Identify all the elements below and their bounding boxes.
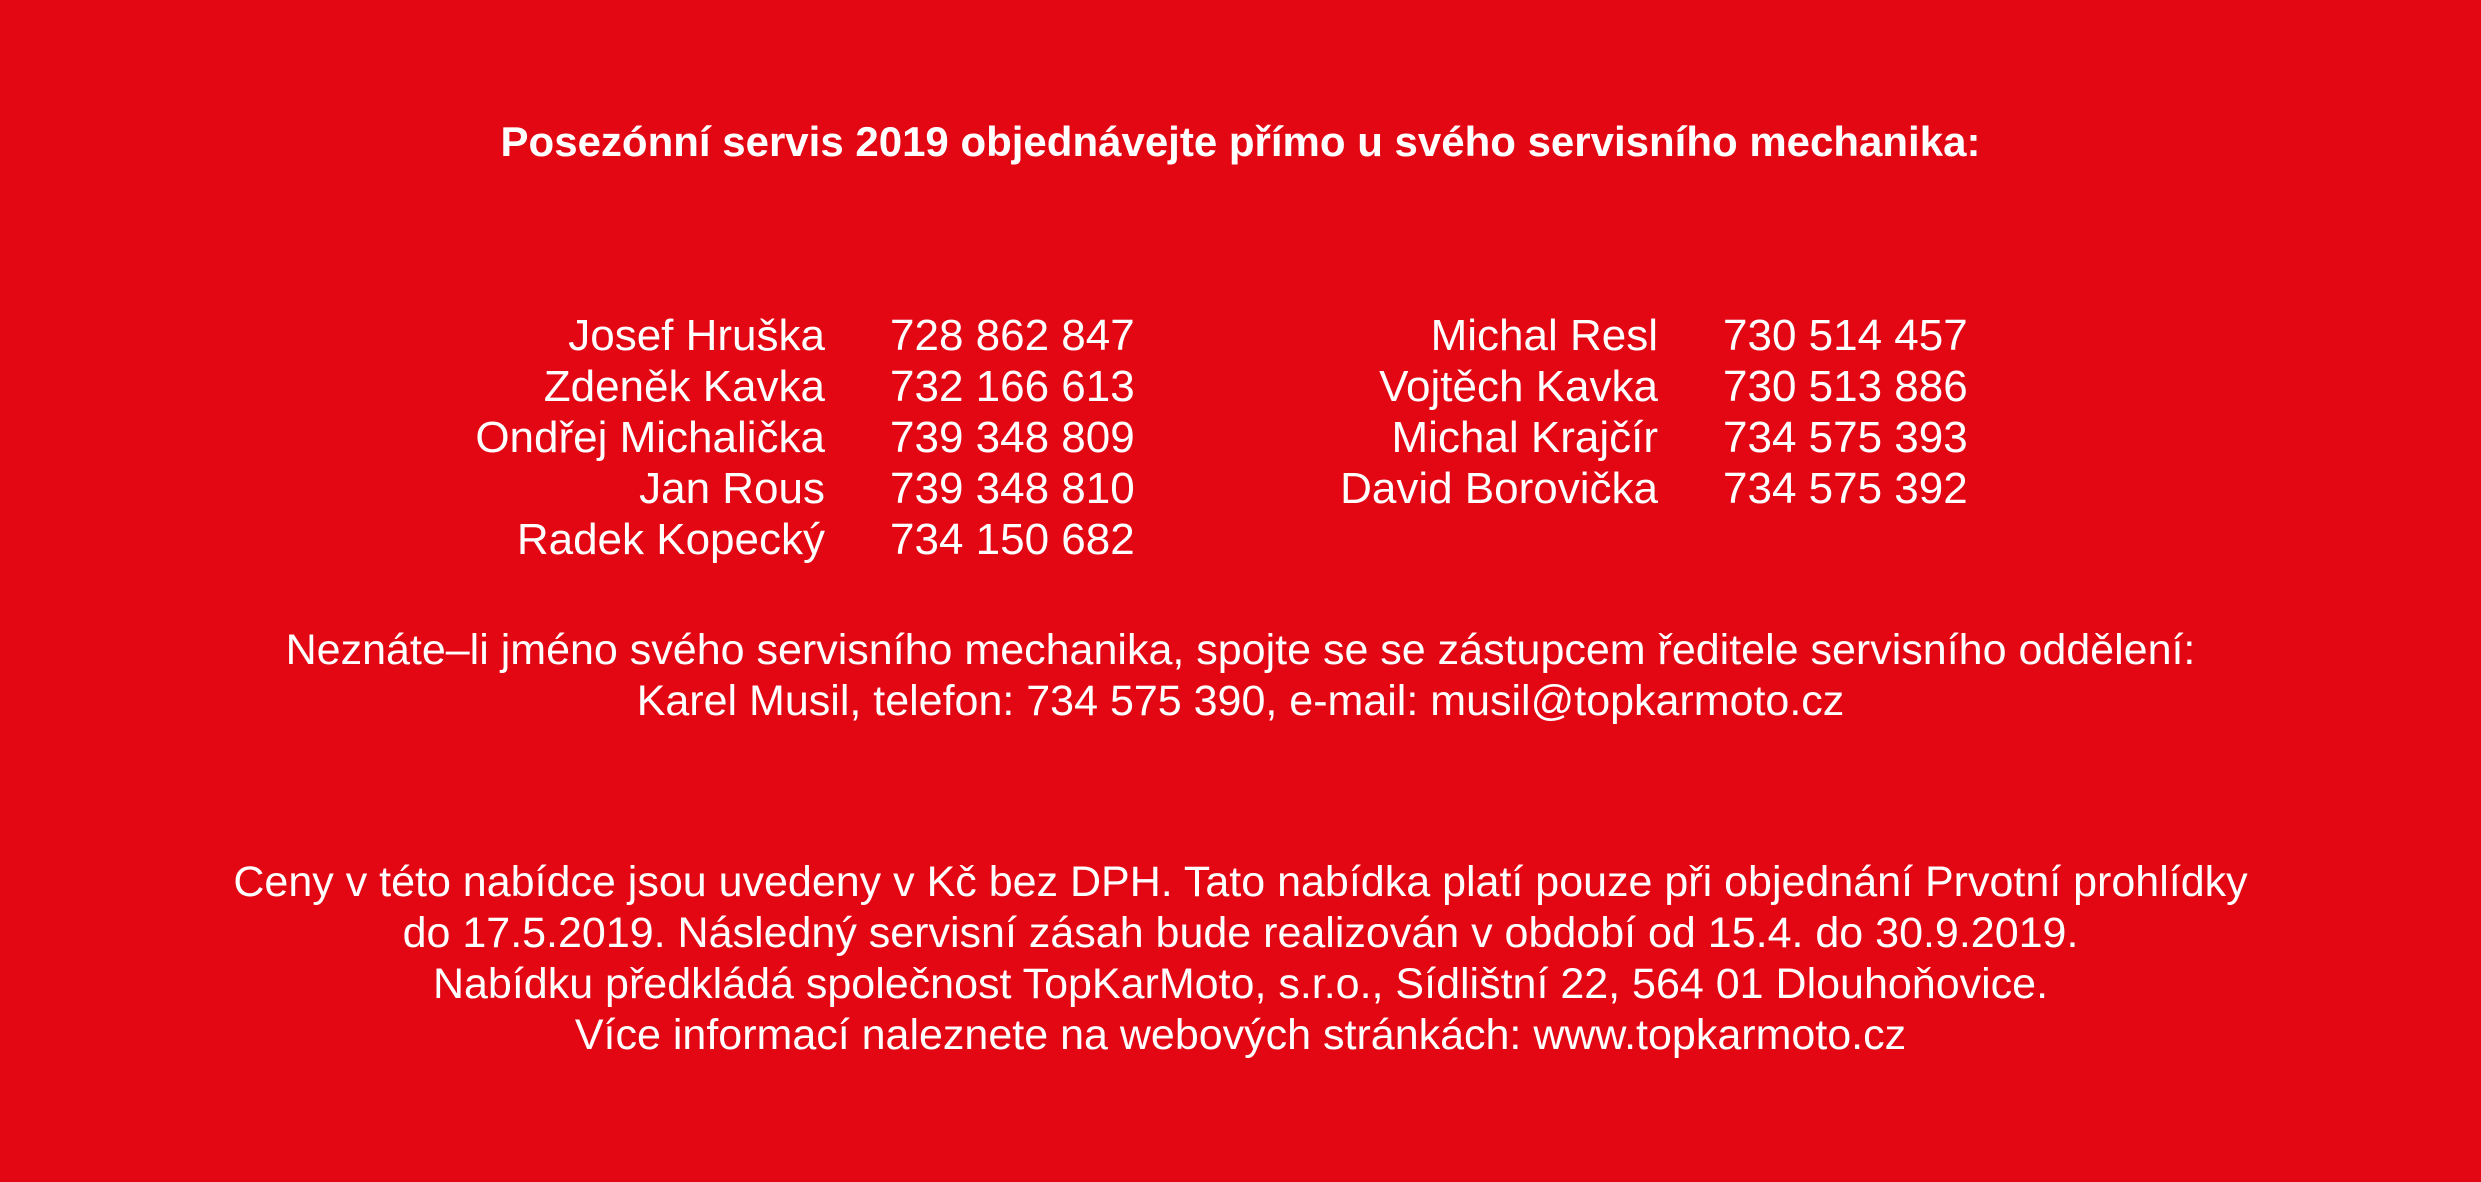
mechanic-phone: 739 348 809 bbox=[890, 413, 1135, 462]
mechanic-row bbox=[300, 514, 1135, 565]
mechanic-name: Michal Krajčír bbox=[1391, 413, 1658, 462]
mechanic-phone: 728 862 847 bbox=[890, 311, 1135, 360]
mechanic-name: David Borovička bbox=[1340, 464, 1658, 513]
footer-line: do 17.5.2019. Následný servisní zásah bude realizován v období od 15.4. do 30.9.2019. bbox=[402, 909, 2079, 957]
mechanic-row bbox=[300, 412, 1135, 463]
footer-line: Více informací naleznete na webových stránkách: www.topkarmoto.cz bbox=[574, 1011, 1907, 1059]
mechanics-list-left bbox=[300, 310, 1135, 565]
mechanic-phone: 732 166 613 bbox=[890, 362, 1135, 411]
mechanic-row bbox=[1130, 412, 1968, 463]
mechanic-phone: 734 150 682 bbox=[890, 515, 1135, 564]
contact-note-line: Neznáte–li jméno svého servisního mechanika, spojte se se zástupcem ředitele servisního oddělení: bbox=[285, 626, 2196, 674]
footer-line: Nabídku předkládá společnost TopKarMoto, s.r.o., Sídlištní 22, 564 01 Dlouhoňovice. bbox=[432, 960, 2049, 1008]
page-title: Posezónní servis 2019 objednávejte přímo u svého servisního mechanika: bbox=[500, 118, 1981, 165]
contact-details-line: Karel Musil, telefon: 734 575 390, e-mail: musil@topkarmoto.cz bbox=[636, 677, 1845, 725]
mechanic-name: Josef Hruška bbox=[568, 311, 825, 360]
mechanic-name: Zdeněk Kavka bbox=[543, 362, 825, 411]
mechanic-name: Vojtěch Kavka bbox=[1379, 362, 1658, 411]
mechanic-name: Radek Kopecký bbox=[516, 515, 825, 564]
mechanic-row bbox=[1130, 310, 1968, 361]
mechanic-phone: 739 348 810 bbox=[890, 464, 1135, 513]
contact-note bbox=[0, 625, 2481, 727]
footer-terms bbox=[0, 857, 2481, 1061]
mechanic-name: Jan Rous bbox=[639, 464, 825, 513]
mechanics-list-right bbox=[1130, 310, 1968, 514]
mechanic-phone: 734 575 392 bbox=[1723, 464, 1968, 513]
footer-line: Ceny v této nabídce jsou uvedeny v Kč bez DPH. Tato nabídka platí pouze při objednání Prvotní prohlídky bbox=[233, 858, 2248, 906]
mechanic-phone: 734 575 393 bbox=[1723, 413, 1968, 462]
mechanic-row bbox=[300, 310, 1135, 361]
mechanic-row bbox=[300, 463, 1135, 514]
mechanic-phone: 730 514 457 bbox=[1723, 311, 1968, 360]
mechanic-row bbox=[1130, 463, 1968, 514]
mechanic-name: Ondřej Michalička bbox=[475, 413, 825, 462]
mechanic-name: Michal Resl bbox=[1430, 311, 1658, 360]
mechanic-phone: 730 513 886 bbox=[1723, 362, 1968, 411]
mechanic-row bbox=[1130, 361, 1968, 412]
mechanic-row bbox=[300, 361, 1135, 412]
